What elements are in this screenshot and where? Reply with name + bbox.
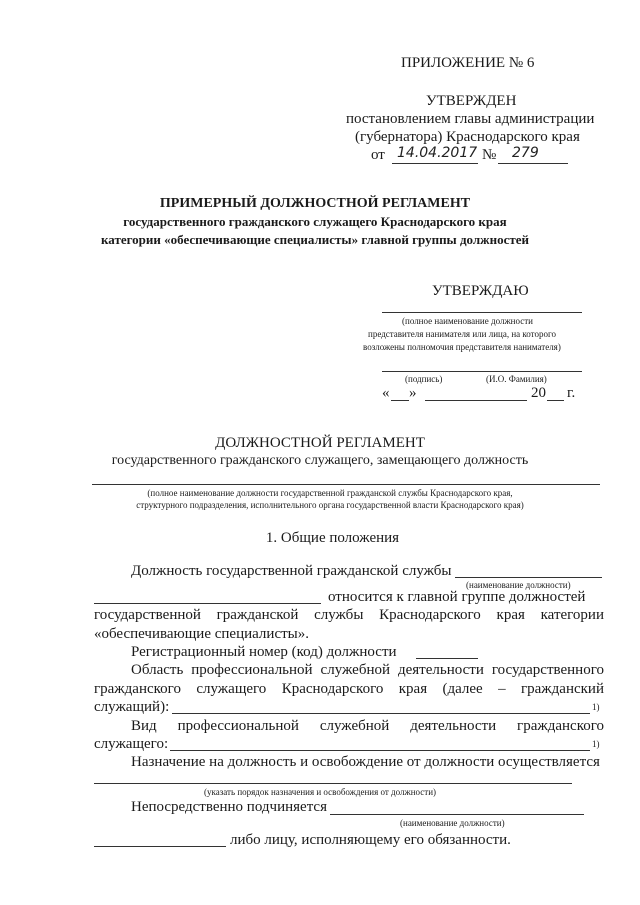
from-label: от bbox=[371, 147, 385, 163]
handwritten-number: 279 bbox=[512, 145, 539, 161]
regulation-subtitle: государственного гражданского служащего, замещающего должность bbox=[111, 453, 529, 468]
regulation-hint1: (полное наименование должности государственной гражданской службы Краснодарского края, bbox=[147, 488, 513, 498]
position-full-name-line bbox=[92, 484, 600, 485]
p4-line1: Область профессиональной служебной деятельности государственного bbox=[131, 662, 604, 678]
regulation-title: ДОЛЖНОСТНОЙ РЕГЛАМЕНТ bbox=[215, 435, 425, 451]
doc-title-line2: государственного гражданского служащего Краснодарского края bbox=[123, 214, 507, 229]
approver-hint2: представителя нанимателя или лица, на которого bbox=[368, 329, 556, 339]
p4-line3: служащий): bbox=[94, 699, 170, 715]
approver-hint3: возложены полномочия представителя нанимателя) bbox=[363, 342, 561, 352]
p6-hint: (указать порядок назначения и освобождения от должности) bbox=[204, 787, 437, 797]
p7-hint: (наименование должности) bbox=[400, 818, 505, 828]
position-name-line bbox=[455, 577, 602, 578]
decree-line2: (губернатора) Краснодарского края bbox=[355, 129, 580, 145]
date-underline bbox=[392, 163, 478, 164]
p8-text: либо лицу, исполняющему его обязанности. bbox=[230, 832, 511, 848]
p1-text: Должность государственной гражданской службы bbox=[131, 563, 452, 579]
approver-position-line bbox=[382, 312, 582, 313]
year-suffix: г. bbox=[567, 385, 576, 401]
p5-line2: служащего: bbox=[94, 736, 169, 752]
kind-blank bbox=[170, 750, 590, 751]
appointment-blank bbox=[94, 783, 572, 784]
code-blank bbox=[416, 658, 478, 659]
field-blank bbox=[172, 713, 590, 714]
p4-line2: гражданского служащего Краснодарского края (далее – гражданский bbox=[94, 681, 604, 697]
approve-label: УТВЕРЖДАЮ bbox=[432, 283, 529, 299]
p2-line2: государственной гражданской службы Краснодарского края категории bbox=[94, 607, 604, 623]
handwritten-date: 14.04.2017 bbox=[397, 145, 478, 161]
date-quote-open: « bbox=[382, 385, 390, 401]
sign-line bbox=[382, 371, 582, 372]
p7-text: Непосредственно подчиняется bbox=[131, 799, 327, 815]
date-quote-close: » bbox=[409, 385, 417, 401]
doc-title: ПРИМЕРНЫЙ ДОЛЖНОСТНОЙ РЕГЛАМЕНТ bbox=[159, 196, 471, 211]
p2-blank bbox=[94, 603, 321, 604]
p2-line1: относится к главной группе должностей bbox=[328, 589, 586, 605]
p3-text: Регистрационный номер (код) должности bbox=[131, 644, 397, 660]
regulation-hint2: структурного подразделения, исполнительного органа государственной власти Краснодарского края) bbox=[136, 500, 524, 510]
month-blank bbox=[425, 400, 527, 401]
supervisor-blank-2 bbox=[94, 846, 226, 847]
day-blank bbox=[391, 400, 409, 401]
p1-hint: (наименование должности) bbox=[466, 580, 571, 590]
decree-line1: постановлением главы администрации bbox=[346, 111, 595, 127]
year-prefix: 20 bbox=[531, 385, 546, 401]
footnote-2: 1) bbox=[592, 739, 600, 749]
number-underline bbox=[498, 163, 568, 164]
approved-label: УТВЕРЖДЕН bbox=[426, 93, 517, 109]
name-hint: (И.О. Фамилия) bbox=[486, 374, 547, 384]
p5-line1: Вид профессиональной служебной деятельности гражданского bbox=[131, 718, 604, 734]
year-blank bbox=[547, 400, 564, 401]
appendix-label: ПРИЛОЖЕНИЕ № 6 bbox=[401, 55, 535, 71]
number-label: № bbox=[482, 147, 497, 163]
sign-hint: (подпись) bbox=[405, 374, 443, 384]
supervisor-blank bbox=[330, 814, 584, 815]
p6-text: Назначение на должность и освобождение от должности осуществляется bbox=[131, 754, 600, 770]
p2-line3: «обеспечивающие специалисты». bbox=[94, 626, 309, 642]
section1-heading: 1. Общие положения bbox=[265, 530, 400, 546]
approver-hint1: (полное наименование должности bbox=[402, 316, 533, 326]
doc-title-line3: категории «обеспечивающие специалисты» главной группы должностей bbox=[100, 232, 529, 247]
footnote-1: 1) bbox=[592, 702, 600, 712]
